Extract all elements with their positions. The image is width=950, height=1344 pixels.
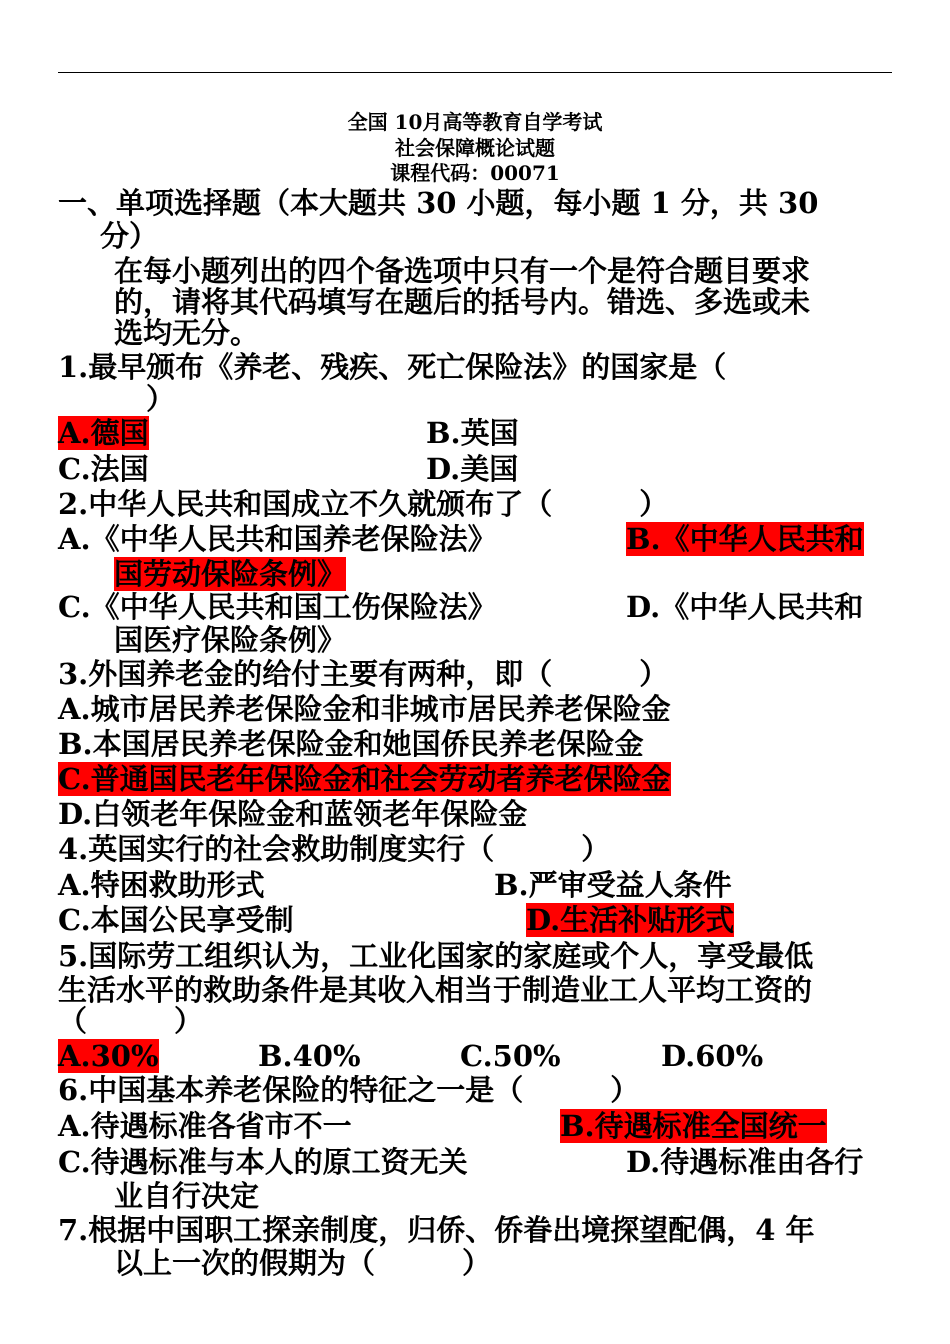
question-5-stem-cont: 生活水平的救助条件是其收入相当于制造业工人平均工资的: [58, 973, 813, 1007]
q3-option-c-answer: C.普通国民老年保险金和社会劳动者养老保险金: [58, 762, 671, 796]
q5-option-a-answer: A.30%: [58, 1039, 159, 1073]
q5-option-a: [58, 1039, 159, 1073]
q2-option-d-cont: 国医疗保险条例》: [114, 623, 347, 657]
section-title-line1: 一、单项选择题（本大题共 30 小题，每小题 1 分，共 30: [58, 186, 819, 220]
q2-option-c: C.《中华人民共和国工伤保险法》: [58, 590, 497, 624]
q5-option-b: B.40%: [258, 1039, 361, 1073]
q1-option-a-answer: A.德国: [58, 416, 149, 450]
question-5-stem-cont2: （ ）: [58, 1004, 204, 1038]
q3-option-b: B.本国居民养老保险金和她国侨民养老保险金: [58, 727, 644, 761]
q1-option-c: C.法国: [58, 452, 149, 486]
q1-option-d: D.美国: [426, 452, 519, 486]
question-2-stem: 2.中华人民共和国成立不久就颁布了（ ）: [58, 487, 669, 521]
q6-option-d-cont: 业自行决定: [114, 1179, 260, 1213]
instruction-line1: 在每小题列出的四个备选项中只有一个是符合题目要求: [114, 254, 811, 288]
q1-option-a: [58, 416, 149, 450]
q3-option-d: D.白领老年保险金和蓝领老年保险金: [58, 797, 528, 831]
question-1-stem-cont: ）: [146, 382, 176, 416]
q2-option-b-answer: B.《中华人民共和: [626, 522, 864, 556]
question-3-stem: 3.外国养老金的给付主要有两种，即（ ）: [58, 657, 669, 691]
q6-option-b-answer: B.待遇标准全国统一: [560, 1109, 827, 1143]
exam-title: 社会保障概论试题: [395, 136, 555, 160]
question-6-stem: 6.中国基本养老保险的特征之一是（ ）: [58, 1073, 640, 1107]
q2-option-b-cont: [114, 557, 346, 591]
question-5-stem: 5.国际劳工组织认为，工业化国家的家庭或个人，享受最低: [58, 939, 814, 973]
question-4-stem: 4.英国实行的社会救助制度实行（ ）: [58, 832, 611, 866]
q6-option-c: C.待遇标准与本人的原工资无关: [58, 1145, 468, 1179]
q3-option-c: [58, 762, 671, 796]
instruction-line2: 的，请将其代码填写在题后的括号内。错选、多选或未: [114, 285, 811, 319]
q6-option-a: A.待遇标准各省市不一: [58, 1109, 352, 1143]
q6-option-d: D.待遇标准由各行: [626, 1145, 864, 1179]
q2-option-d: D.《中华人民共和: [626, 590, 864, 624]
section-title-line2: 分）: [100, 219, 159, 253]
q4-option-a: A.特困救助形式: [58, 868, 265, 902]
course-code: 课程代码：00071: [390, 161, 560, 185]
question-7-stem: 7.根据中国职工探亲制度，归侨、侨眷出境探望配偶，4 年: [58, 1213, 815, 1247]
q2-option-b: [626, 522, 864, 556]
question-7-stem-cont: 以上一次的假期为（ ）: [114, 1246, 492, 1280]
q2-option-b-answer-cont: 国劳动保险条例》: [114, 557, 347, 591]
exam-header-line1: 全国 10月高等教育自学考试: [347, 110, 603, 134]
q5-option-c: C.50%: [460, 1039, 561, 1073]
q4-option-b: B.严审受益人条件: [494, 868, 732, 902]
question-1-stem: 1.最早颁布《养老、残疾、死亡保险法》的国家是（: [58, 350, 727, 384]
q2-option-a: A.《中华人民共和国养老保险法》: [58, 522, 497, 556]
q6-option-b: [560, 1109, 827, 1143]
top-rule: [58, 72, 892, 73]
instruction-line3: 选均无分。: [114, 316, 260, 350]
q5-option-d: D.60%: [661, 1039, 764, 1073]
q3-option-a: A.城市居民养老保险金和非城市居民养老保险金: [58, 692, 671, 726]
q4-option-c: C.本国公民享受制: [58, 903, 294, 937]
q4-option-d: [526, 903, 734, 937]
section-title: [58, 186, 892, 220]
q4-option-d-answer: D.生活补贴形式: [526, 903, 735, 937]
q1-option-b: B.英国: [426, 416, 519, 450]
